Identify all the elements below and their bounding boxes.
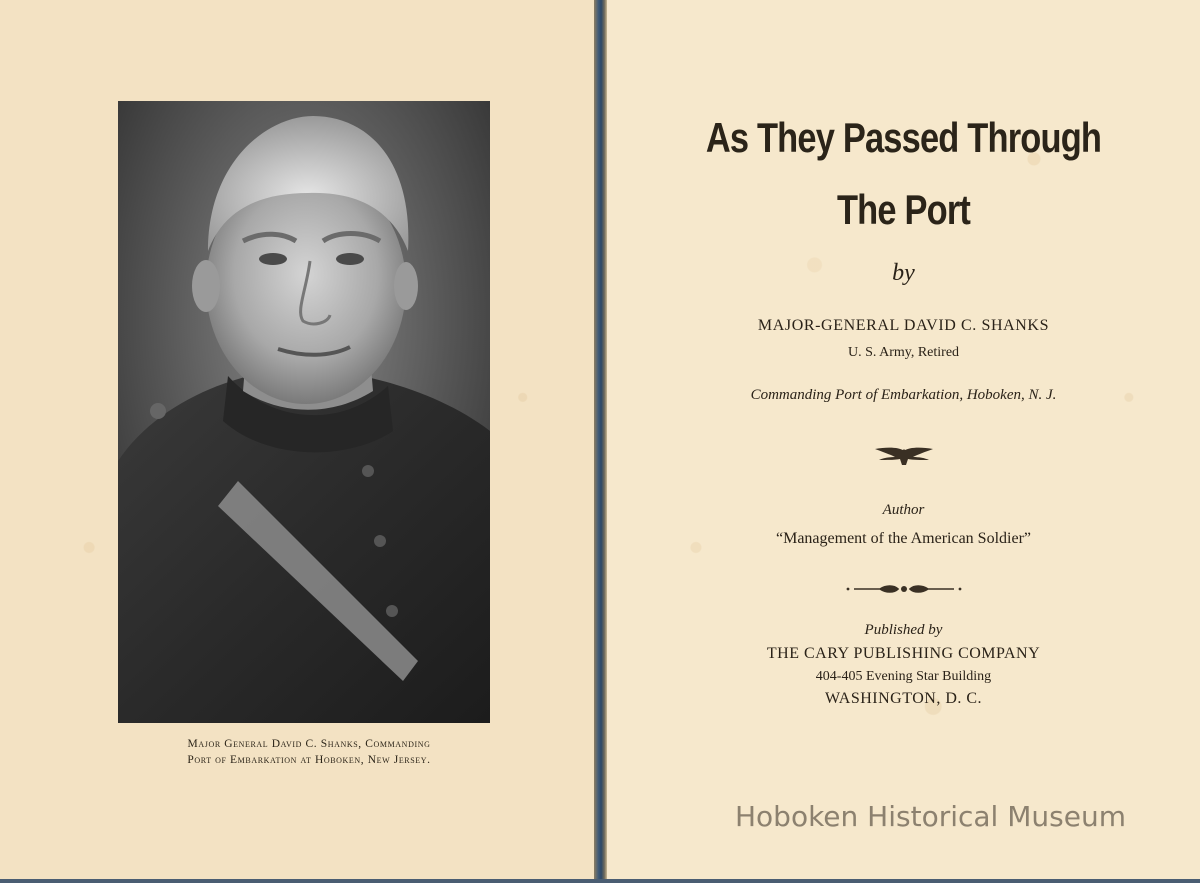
portrait-caption (118, 736, 500, 768)
author-label: Author (882, 502, 925, 518)
portrait-photo (118, 101, 490, 723)
eagle-ornament-icon (607, 445, 1200, 472)
museum-watermark: Hoboken Historical Museum (735, 800, 1126, 833)
author-rank: U. S. Army, Retired (847, 345, 960, 360)
publisher-address: 404-405 Evening Star Building (815, 669, 992, 684)
author-command: Commanding Port of Embarkation, Hoboken, N. J. (750, 387, 1057, 403)
book-spine (594, 0, 607, 883)
scroll-divider-icon (607, 582, 1200, 600)
frontispiece-page (0, 0, 594, 883)
published-by-label: Published by (864, 622, 943, 638)
byline-by: by (892, 260, 915, 286)
title-page (607, 0, 1200, 883)
author-name: MAJOR-GENERAL DAVID C. SHANKS (757, 317, 1050, 334)
cover-edge (0, 879, 1200, 883)
caption-line-1: Major General David C. Shanks, Commanding (187, 738, 431, 750)
publisher-name: THE CARY PUBLISHING COMPANY (766, 645, 1041, 662)
title-line-1: As They Passed Through (705, 114, 1102, 161)
previous-work: “Management of the American Soldier” (775, 530, 1031, 547)
title-line-2: The Port (836, 186, 971, 233)
publisher-city: WASHINGTON, D. C. (824, 690, 983, 707)
caption-line-2: Port of Embarkation at Hoboken, New Jersey. (187, 754, 431, 766)
portrait-illustration (118, 101, 490, 723)
